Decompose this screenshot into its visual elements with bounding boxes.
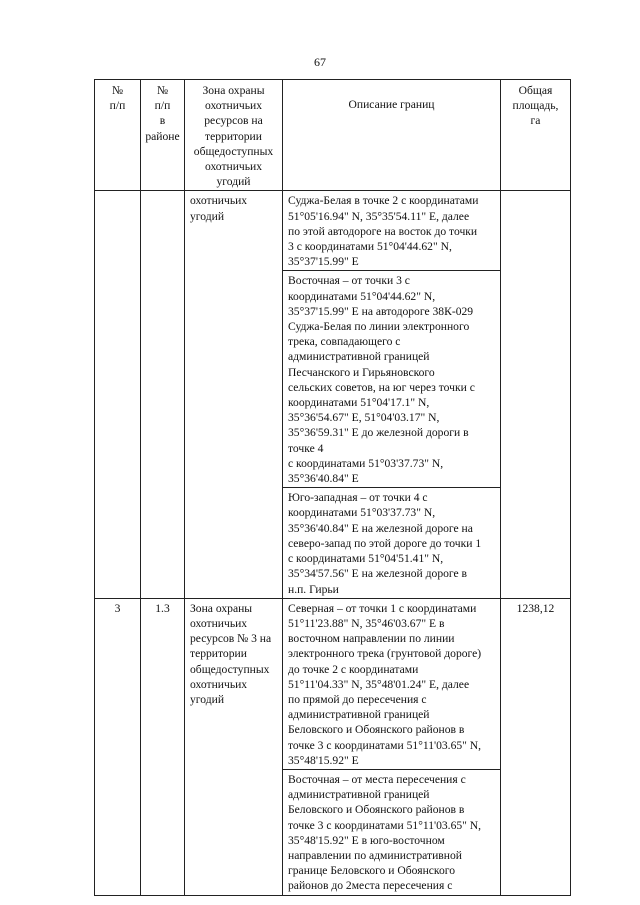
- cell-district-number: 1.3: [141, 598, 185, 895]
- cell-area: [501, 191, 571, 598]
- cell-description: Восточная – от точки 3 с координатами 51°04'44.62" N, 35°37'15.99" E на автодороге 38К-029 Суджа-Белая по линии электронного трека, совпадающего с административной границей Песчанского и Гирьяновского сельских советов, на юг через точки с координатами 51°04'17.1" N, 35°36'54.67" E, 51°04'03.17" N, 35°36'59.31" E до железной дороги в точке 4 с координатами 51°03'37.73" N, 35°36'40.84" E: [283, 271, 501, 488]
- cell-description: Восточная – от места пересечения с административной границей Беловского и Обоянского районов в точке 3 с координатами 51°11'03.65" N, 35°48'15.92" E в юго-восточном направлении по административной границе Беловского и Обоянского районов до 2места пересечения с: [283, 769, 501, 895]
- header-district-number: № п/п в районе: [141, 80, 185, 191]
- header-number: № п/п: [95, 80, 141, 191]
- cell-description: Юго-западная – от точки 4 с координатами 51°03'37.73" N, 35°36'40.84" E на железной дороге на северо-запад по этой дороге до точки 1 с координатами 51°04'51.41" N, 35°34'57.56" E на железной дороге в н.п. Гирьи: [283, 488, 501, 598]
- cell-zone: Зона охраны охотничьих ресурсов № 3 на территории общедоступных охотничьих угодий: [185, 598, 283, 895]
- table-row: [95, 191, 571, 271]
- cell-district-number: [141, 191, 185, 598]
- header-zone: Зона охраны охотничьих ресурсов на территории общедоступных охотничьих угодий: [185, 80, 283, 191]
- table-row: [95, 598, 571, 769]
- cell-description: Северная – от точки 1 с координатами 51°11'23.88" N, 35°46'03.67" E в восточном направлении по линии электронного трека (грунтовой дороге) до точке 2 с координатами 51°11'04.33" N, 35°48'01.24" E, далее по прямой до пересечения с административной границей Беловского и Обоянского районов в точке 3 с координатами 51°11'03.65" N, 35°48'15.92" E: [283, 598, 501, 769]
- table-header-row: [95, 80, 571, 191]
- boundaries-table: [94, 79, 571, 896]
- page-number: 67: [314, 55, 326, 69]
- header-area: Общая площадь, га: [501, 80, 571, 191]
- cell-description: Суджа-Белая в точке 2 с координатами 51°05'16.94" N, 35°35'54.11" E, далее по этой автодороге на восток до точки 3 с координатами 51°04'44.62" N, 35°37'15.99" E: [283, 191, 501, 271]
- cell-number: [95, 191, 141, 598]
- cell-zone: охотничьих угодий: [185, 191, 283, 598]
- header-description: Описание границ: [283, 80, 501, 191]
- cell-number: 3: [95, 598, 141, 895]
- cell-area: 1238,12: [501, 598, 571, 895]
